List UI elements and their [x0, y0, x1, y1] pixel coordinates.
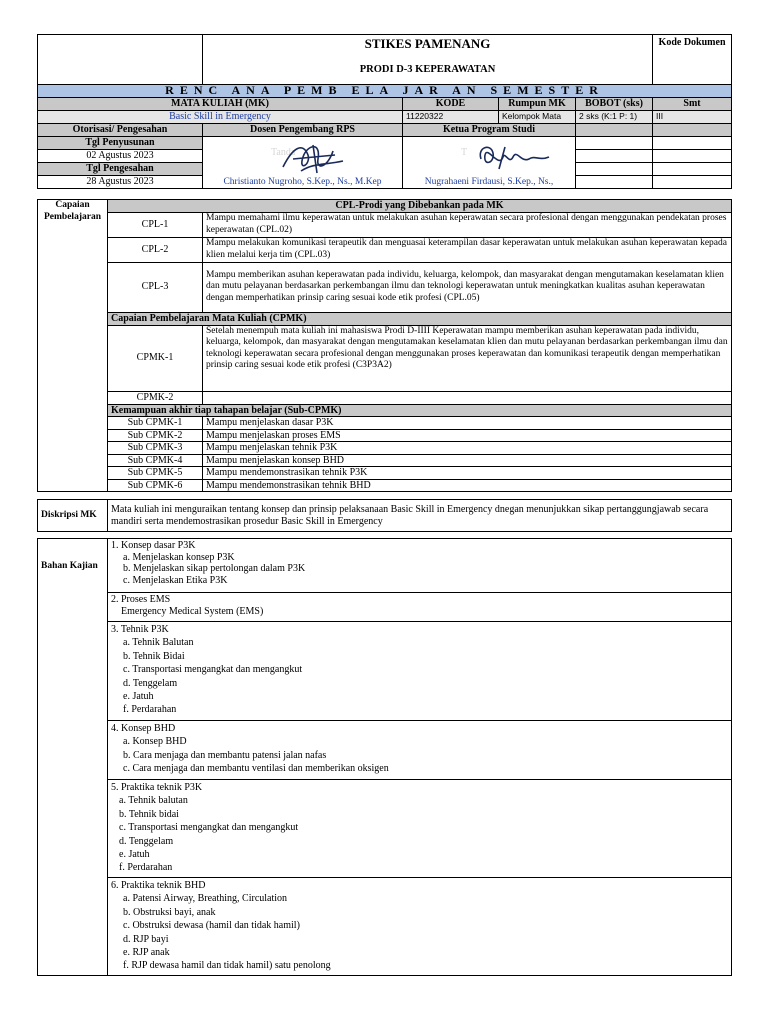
topic-item: b. Cara menjaga dan membantu patensi jalan nafas	[123, 749, 327, 761]
subcpmk-row	[38, 417, 732, 430]
topic-item: a. Patensi Airway, Breathing, Circulation	[123, 893, 288, 905]
cpmk-row	[38, 391, 732, 404]
otorisasi-label: Otorisasi/ Pengesahan	[38, 124, 203, 137]
cpmk-code: CPMK-2	[108, 391, 203, 404]
topic-title: 5. Praktika teknik P3K	[111, 782, 203, 793]
bahan-topic	[108, 539, 732, 593]
bahan-topic	[108, 878, 732, 976]
smt-label: Smt	[653, 98, 732, 111]
topic-item: c. Menjelaskan Etika P3K	[123, 574, 228, 586]
subcpmk-text: Mampu mendemonstrasikan tehnik BHD	[203, 479, 732, 492]
subcpmk-row	[38, 454, 732, 467]
cpl-code: CPL-3	[108, 262, 203, 312]
cpl-code: CPL-2	[108, 237, 203, 262]
topic-item: c. Transportasi mengangkat dan mengangkut	[119, 822, 299, 834]
cpl-text: Mampu memberikan asuhan keperawatan pada individu, keluarga, kelompok, dan masyarakat dengan mengutamakan keselamatan klien dan mutu pelayanan berdasarkan perkembangan ilmu dan teknologi keperawatan untuk meningkatkan kualitas asuhan keperawatan dengan memperhatikan prinsip caring sesuai kode etik profesi (CPL.05)	[203, 262, 732, 312]
rumpun-value: Kelompok Mata	[499, 111, 576, 124]
tgl-pengesahan-value: 28 Agustus 2023	[38, 176, 203, 189]
bahan-topic	[108, 721, 732, 780]
topic-item: f. Perdarahan	[123, 704, 177, 716]
topic-title: 6. Praktika teknik BHD	[111, 880, 206, 891]
topic-item: d. Tenggelam	[119, 835, 174, 847]
cpmk-row	[38, 325, 732, 391]
doc-code-label: Kode Dokumen	[653, 35, 732, 85]
cpl-row	[38, 262, 732, 312]
bahan-topic	[108, 622, 732, 721]
tgl-penyusunan-label: Tgl Penyusunan	[38, 137, 203, 150]
ketua-signature-cell	[403, 137, 576, 189]
bahan-topic	[108, 780, 732, 878]
bahan-topic	[108, 593, 732, 622]
rps-document	[37, 34, 731, 976]
topic-item: d. Tenggelam	[123, 677, 178, 689]
rps-title-bar: RENC ANA PEMB ELA JAR AN SEMESTER	[38, 85, 732, 98]
rumpun-label: Rumpun MK	[499, 98, 576, 111]
topic-item: e. RJP anak	[123, 947, 170, 959]
topic-item: b. Obstruksi bayi, anak	[123, 906, 216, 918]
cpmk-text	[203, 391, 732, 404]
dosen-label: Dosen Pengembang RPS	[203, 124, 403, 137]
subcpmk-code: Sub CPMK-1	[108, 417, 203, 430]
tanda-watermark-2: T	[461, 147, 468, 158]
subcpmk-text: Mampu menjelaskan konsep BHD	[203, 454, 732, 467]
kode-value: 11220322	[403, 111, 499, 124]
dosen-signature-cell	[203, 137, 403, 189]
cpl-row	[38, 237, 732, 262]
topic-item: b. Menjelaskan sikap pertolongan dalam P3K	[123, 563, 306, 574]
topic-item: a. Tehnik balutan	[119, 795, 188, 807]
program-name: PRODI D-3 KEPERAWATAN	[359, 63, 496, 75]
subcpmk-row	[38, 467, 732, 480]
topic-title: 4. Konsep BHD	[111, 723, 176, 734]
cpl-text: Mampu memahami ilmu keperawatan untuk melakukan asuhan keperawatan secara profesional dengan menggunakan pendekatan proses keperawatan (CPL.02)	[203, 212, 732, 237]
capaian-label: Capaian Pembelajaran	[38, 200, 108, 492]
topic-item: c. Obstruksi dewasa (hamil dan tidak hamil)	[123, 920, 300, 932]
capaian-table	[37, 199, 732, 492]
bahan-label: Bahan Kajian	[38, 539, 108, 976]
bahan-table	[37, 538, 732, 976]
cpl-row	[38, 212, 732, 237]
cpl-code: CPL-1	[108, 212, 203, 237]
topic-item: c. Transportasi mengangkat dan mengangkut	[123, 664, 303, 676]
subcpmk-code: Sub CPMK-5	[108, 467, 203, 480]
subcpmk-text: Mampu menjelaskan dasar P3K	[203, 417, 732, 430]
cpl-header: CPL-Prodi yang Dibebankan pada MK	[108, 200, 732, 213]
header-table	[37, 34, 732, 189]
topic-title: 1. Konsep dasar P3K	[111, 540, 196, 551]
deskripsi-text: Mata kuliah ini menguraikan tentang konsep dan prinsip pelaksanaan Basic Skill in Emergency dnegan menunjukkan sikap pertanggungjawab secara mandiri serta mendemostrasikan prosedur Basic Skill in Emergency	[108, 500, 732, 532]
topic-title: 2. Proses EMS	[111, 594, 171, 605]
topic-item: Emergency Medical System (EMS)	[121, 605, 264, 617]
topic-item: f. Perdarahan	[119, 862, 173, 874]
bobot-value: 2 sks (K:1 P: 1)	[576, 111, 653, 124]
subcpmk-code: Sub CPMK-4	[108, 454, 203, 467]
topic-item: b. Tehnik bidai	[119, 808, 179, 820]
topic-item: a. Menjelaskan konsep P3K	[123, 551, 235, 563]
deskripsi-bahan-table	[37, 499, 732, 532]
subcpmk-row	[38, 442, 732, 455]
topic-item: f. RJP dewasa hamil dan tidak hamil) satu penolong	[123, 960, 331, 972]
cpmk-text: Setelah menempuh mata kuliah ini mahasiswa Prodi D-IIII Keperawatan mampu memberikan asuhan keperawatan pada individu, keluarga, kelompok, dan masyarakat dengan mengutamakan keselamatan klien dan mutu pelayanan berdasarkan perkembangan ilmu dan teknologi keperawatan secara profesional dengan menggunakan proses keperawatan dan komunikasi terapeutik dengan memperhatikan prinsip caring sesuai kode etik profesi (C3P3A2)	[203, 325, 732, 391]
ketua-name: Nugrahaeni Firdausi, S.Kep., Ns.,	[424, 176, 554, 187]
ketua-signature-icon	[469, 139, 559, 175]
subcpmk-text: Mampu mendemonstrasikan tehnik P3K	[203, 467, 732, 480]
tgl-penyusunan-value: 02 Agustus 2023	[38, 150, 203, 163]
cpmk-header: Capaian Pembelajaran Mata Kuliah (CPMK)	[108, 312, 732, 325]
cpmk-code: CPMK-1	[108, 325, 203, 391]
topic-item: e. Jatuh	[119, 849, 150, 861]
subcpmk-code: Sub CPMK-6	[108, 479, 203, 492]
topic-item: a. Konsep BHD	[123, 736, 187, 748]
subcpmk-code: Sub CPMK-2	[108, 429, 203, 442]
topic-item: c. Cara menjaga dan membantu ventilasi dan memberikan oksigen	[123, 763, 389, 775]
topic-item: e. Jatuh	[123, 691, 154, 703]
kode-label: KODE	[403, 98, 499, 111]
deskripsi-label: Diskripsi MK	[38, 500, 108, 532]
subcpmk-text: Mampu menjelaskan proses EMS	[203, 429, 732, 442]
topic-title: 3. Tehnik P3K	[111, 624, 169, 635]
tanda-watermark: Tanda	[271, 147, 296, 158]
tgl-pengesahan-label: Tgl Pengesahan	[38, 163, 203, 176]
topic-item: b. Tehnik Bidai	[123, 650, 185, 662]
cpl-text: Mampu melakukan komunikasi terapeutik dan menguasai keterampilan dasar keperawatan untuk melakukan asuhan keperawatan kepada klien melalui kerja tim (CPL.03)	[203, 237, 732, 262]
mk-value: Basic Skill in Emergency	[38, 111, 403, 124]
bobot-label: BOBOT (sks)	[576, 98, 653, 111]
subcpmk-text: Mampu menjelaskan tehnik P3K	[203, 442, 732, 455]
subcpmk-code: Sub CPMK-3	[108, 442, 203, 455]
mk-label: MATA KULIAH (MK)	[38, 98, 403, 111]
institution-name: STIKES PAMENANG	[364, 36, 491, 51]
dosen-name: Christianto Nugroho, S.Kep., Ns., M.Kep	[223, 176, 382, 187]
topic-item: a. Tehnik Balutan	[123, 637, 194, 649]
subcpmk-row	[38, 479, 732, 492]
subcpmk-row	[38, 429, 732, 442]
ketua-label: Ketua Program Studi	[403, 124, 576, 137]
topic-item: d. RJP bayi	[123, 933, 169, 945]
smt-value: III	[653, 111, 732, 124]
subcpmk-header: Kemampuan akhir tiap tahapan belajar (Sub-CPMK)	[108, 404, 732, 417]
dosen-signature-icon	[273, 137, 353, 177]
